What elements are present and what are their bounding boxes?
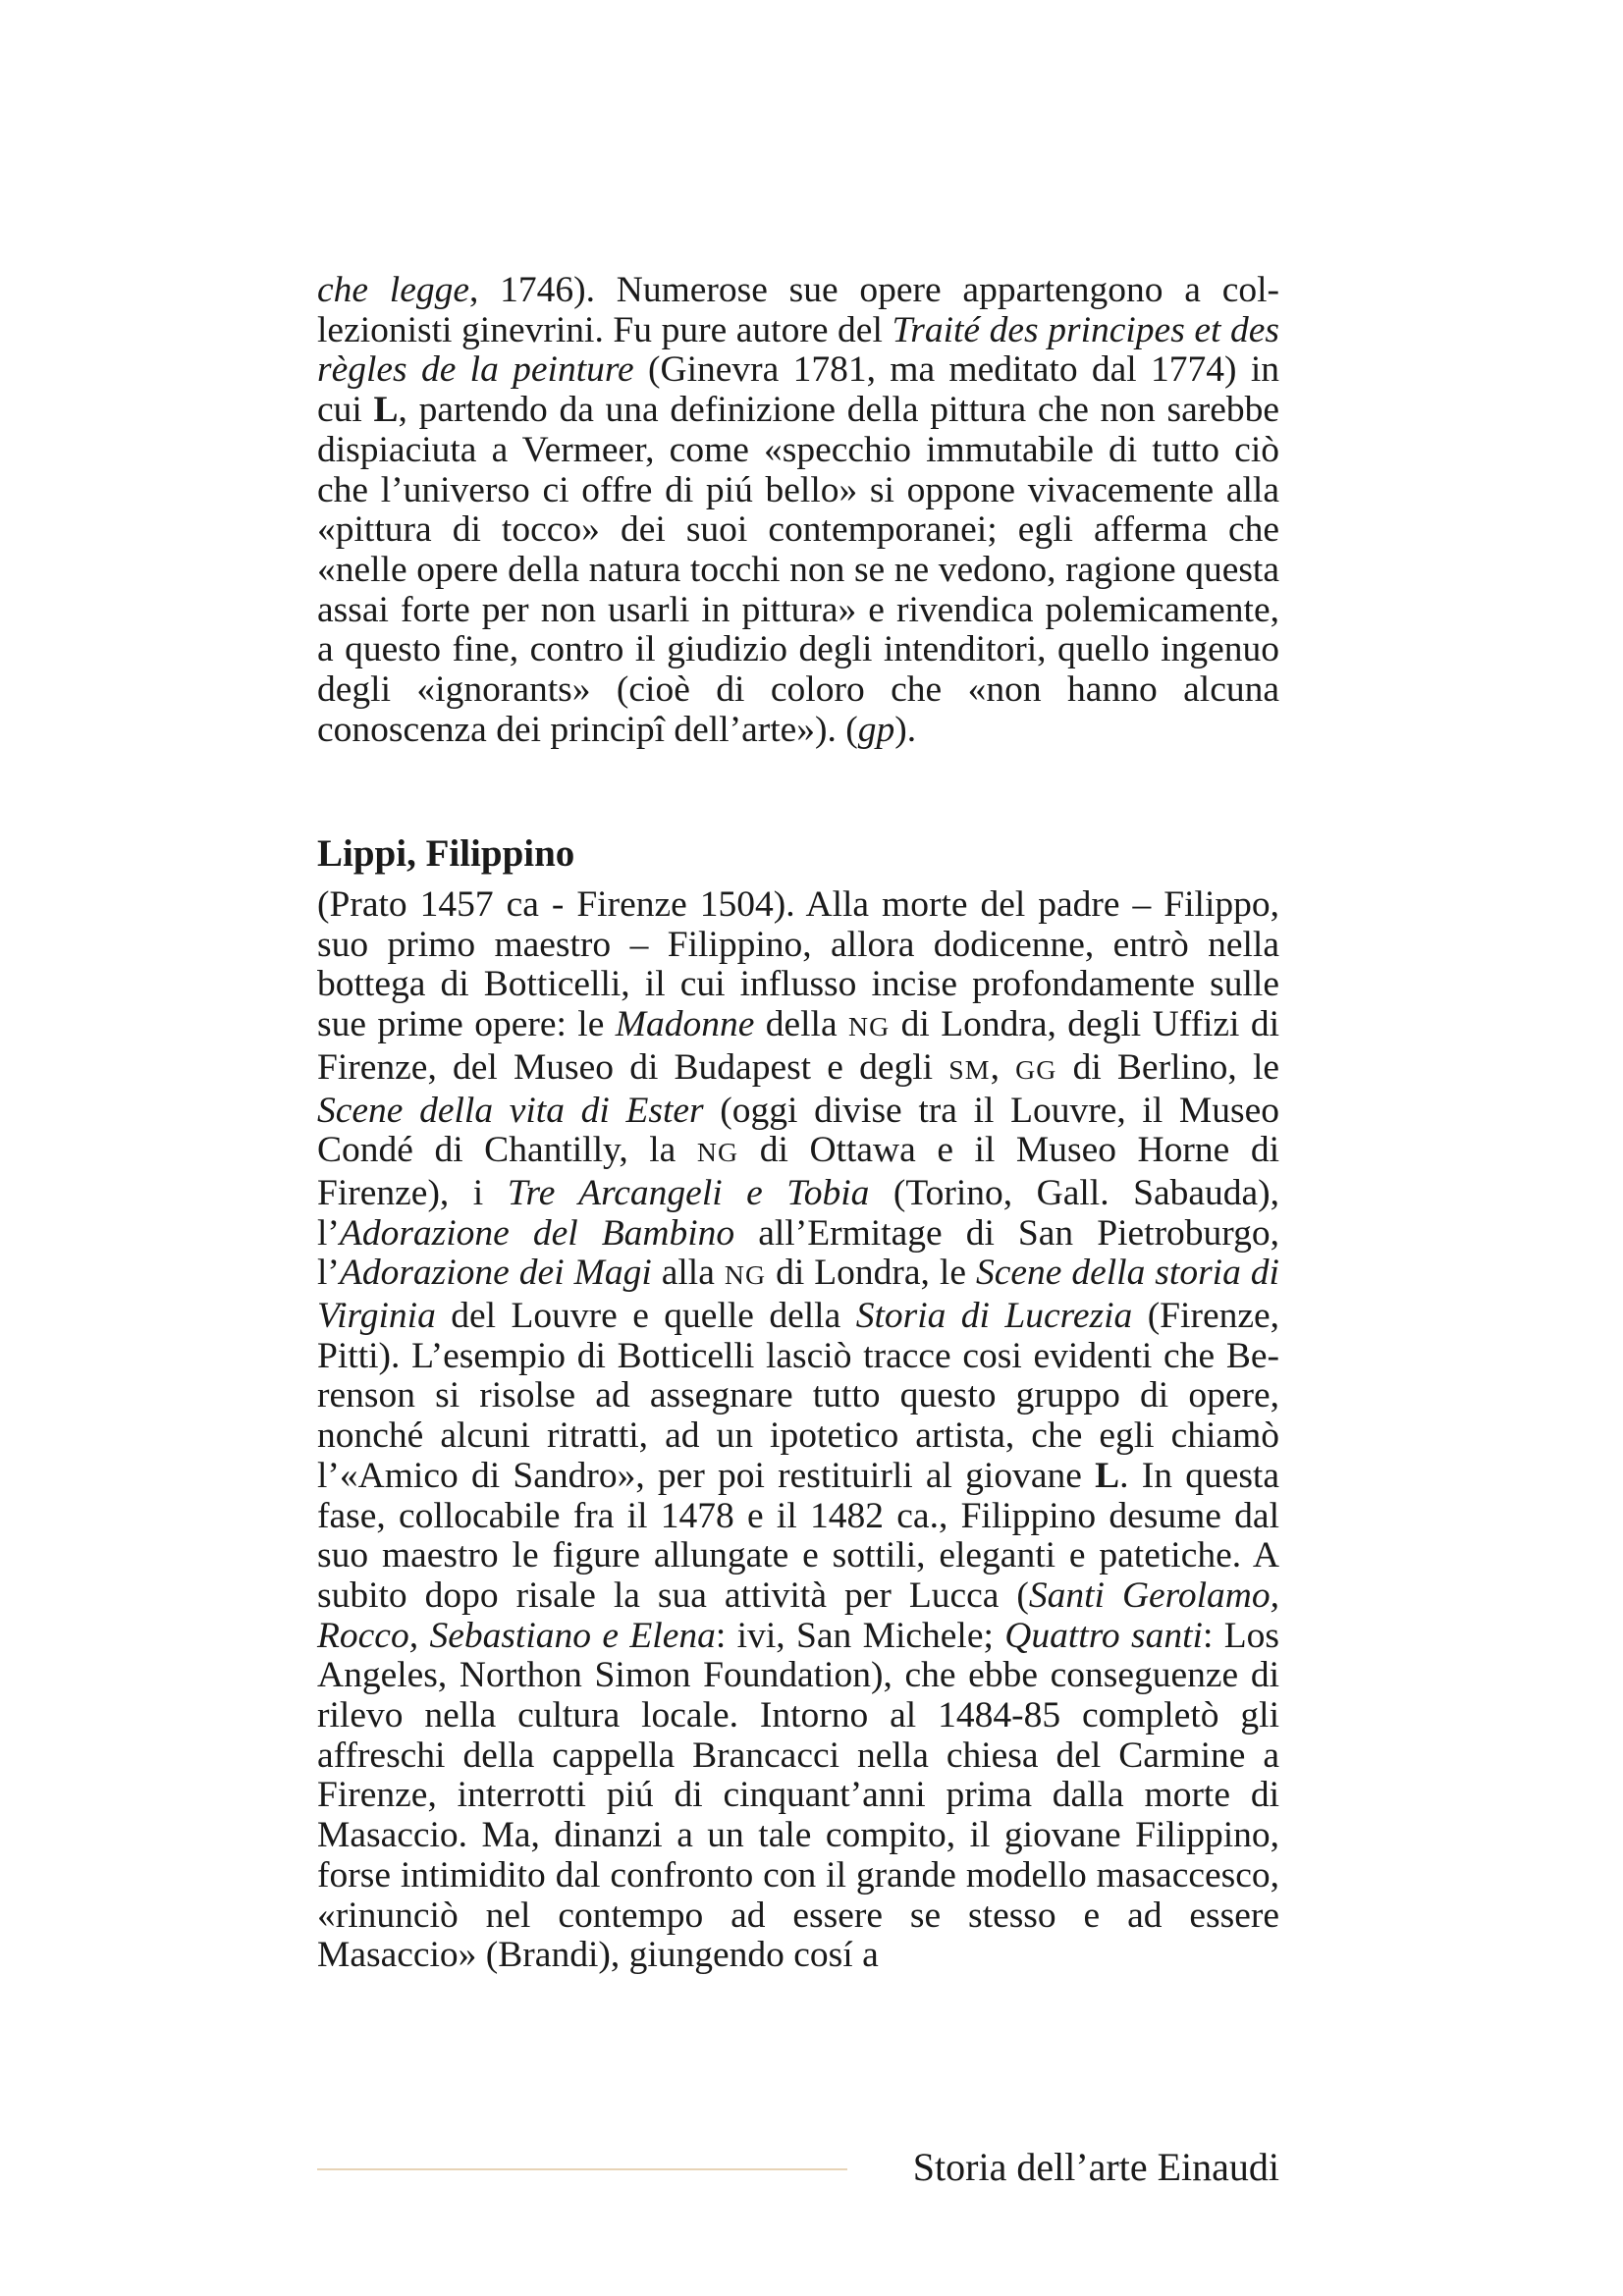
body-text: (Torino, Gall. Sabauda), l’: [317, 1172, 1279, 1254]
museum-abbreviation: SM: [948, 1054, 991, 1086]
work-title: Scene della vita di Ester: [317, 1090, 704, 1131]
body-text: : ivi, San Michele;: [715, 1615, 1005, 1656]
body-text: all’Ermitage di San Pietroburgo, l’: [317, 1212, 1279, 1294]
body-text: ,: [990, 1046, 1016, 1088]
work-title: Adorazione dei Magi: [339, 1253, 652, 1294]
body-text: : Los Angeles, Northon Simon Foundation), che ebbe conseguenze di rilevo nella cultura locale. Intorno al 1484-85 completò gli affreschi della cappella Brancacci nella chiesa del Carmine a Firenze, interrotti piú di cinquant’anni prima dalla morte di Masaccio. Ma, dinanzi a un tale compito, il giovane Filippino, forse intimidito dal confronto con il grande modello masaccesco, «rinunciò nel contempo ad essere se stesso e ad essere Masaccio» (Brandi), giungendo cosí a: [317, 1615, 1279, 1976]
work-title: Storia di Lucrezia: [855, 1296, 1133, 1337]
continuation-block: [317, 271, 1279, 750]
work-title: Adorazione del Bambino: [339, 1212, 735, 1254]
museum-abbreviation: NG: [847, 1012, 891, 1043]
work-title: Quattro santi: [1004, 1615, 1203, 1656]
body-text: , partendo da una definizione della pittura che non sarebbe dispiaciuta a Vermeer, come «specchio immutabile di tutto ciò che l’universo ci offre di piú bello» si oppone vivacemente alla «pittura di tocco» dei suoi contemporanei; egli afferma che «nelle opere della natura tocchi non se ne vedono, ragione questa assai forte per non usarli in pittura» e rivendica polemicamente, a questo fine, contro il giudizio degli intenditori, quello ingenuo degli «ignorants» (cioè di coloro che «non hanno alcuna conoscenza dei principî dell’arte»). (: [317, 390, 1279, 750]
museum-abbreviation: NG: [696, 1138, 739, 1169]
work-title: Scene della storia di Virginia: [317, 1253, 1279, 1337]
entry-block: [317, 885, 1279, 1976]
work-title: Tre Arcangeli e Tobia: [507, 1172, 870, 1213]
work-title: Traité des principes et des règles de la peinture: [317, 309, 1279, 391]
footer-title: Storia dell’arte Einaudi: [912, 2145, 1279, 2189]
work-title: Madonne: [615, 1004, 755, 1045]
author-initials: gp: [857, 709, 895, 750]
body-text: di Ottawa e il Museo Horne di Firenze), i: [317, 1130, 1279, 1213]
entry-paragraph: [317, 885, 1279, 1976]
body-text: di Londra, degli Uffizi di Firenze, del Museo di Budapest e degli: [317, 1004, 1280, 1088]
body-text: della: [754, 1004, 848, 1045]
body-text: di Berlino, le: [1056, 1046, 1280, 1088]
museum-abbreviation: GG: [1015, 1054, 1057, 1086]
body-text: alla: [651, 1253, 725, 1294]
body-text: di Londra, le: [766, 1253, 976, 1294]
footer-divider: [317, 2168, 847, 2170]
entry-title: Lippi, Filippino: [317, 832, 575, 875]
museum-abbreviation: NG: [724, 1260, 767, 1292]
body-text: (oggi divise tra il Louvre, il Museo Condé di Chantilly, la: [317, 1090, 1279, 1171]
continuation-paragraph: [317, 271, 1279, 750]
body-text: (Firenze, Pitti). L’esempio di Botticelli lasciò tracce cosi evidenti che Berenson si risolse ad assegnare tutto questo gruppo di opere, nonché alcuni ritratti, ad un ipotetico artista, che egli chiamò l’«Amico di Sandro», per poi restituirli al giovane: [317, 1296, 1280, 1496]
artist-initial: L: [373, 390, 399, 431]
body-text: . In questa fase, collocabile fra il 1478 e il 1482 ca., Filippino desume dal suo maestro le figure allungate e sottili, eleganti e patetiche. A subito dopo risale la sua attività per Lucca (: [317, 1455, 1279, 1616]
work-title: Santi Gerolamo, Rocco, Sebastiano e Elena: [317, 1575, 1280, 1656]
body-text: , 1746). Numerose sue opere appartengono a collezionisti ginevrini. Fu pure autore del: [317, 270, 1280, 350]
body-text: del Louvre e quelle della: [435, 1296, 856, 1337]
body-text: ).: [894, 709, 917, 750]
work-title: che legge: [317, 270, 470, 310]
artist-initial: L: [1095, 1455, 1120, 1496]
body-text: (Ginevra 1781, ma meditato dal 1774) in cui: [317, 349, 1279, 431]
body-text: (Prato 1457 ca - Firenze 1504). Alla morte del padre – Filippo, suo primo maestro – Filippino, allora dodicenne, entrò nella bottega di Botticelli, il cui influsso incise profondamente sulle sue prime opere: le: [317, 884, 1279, 1045]
